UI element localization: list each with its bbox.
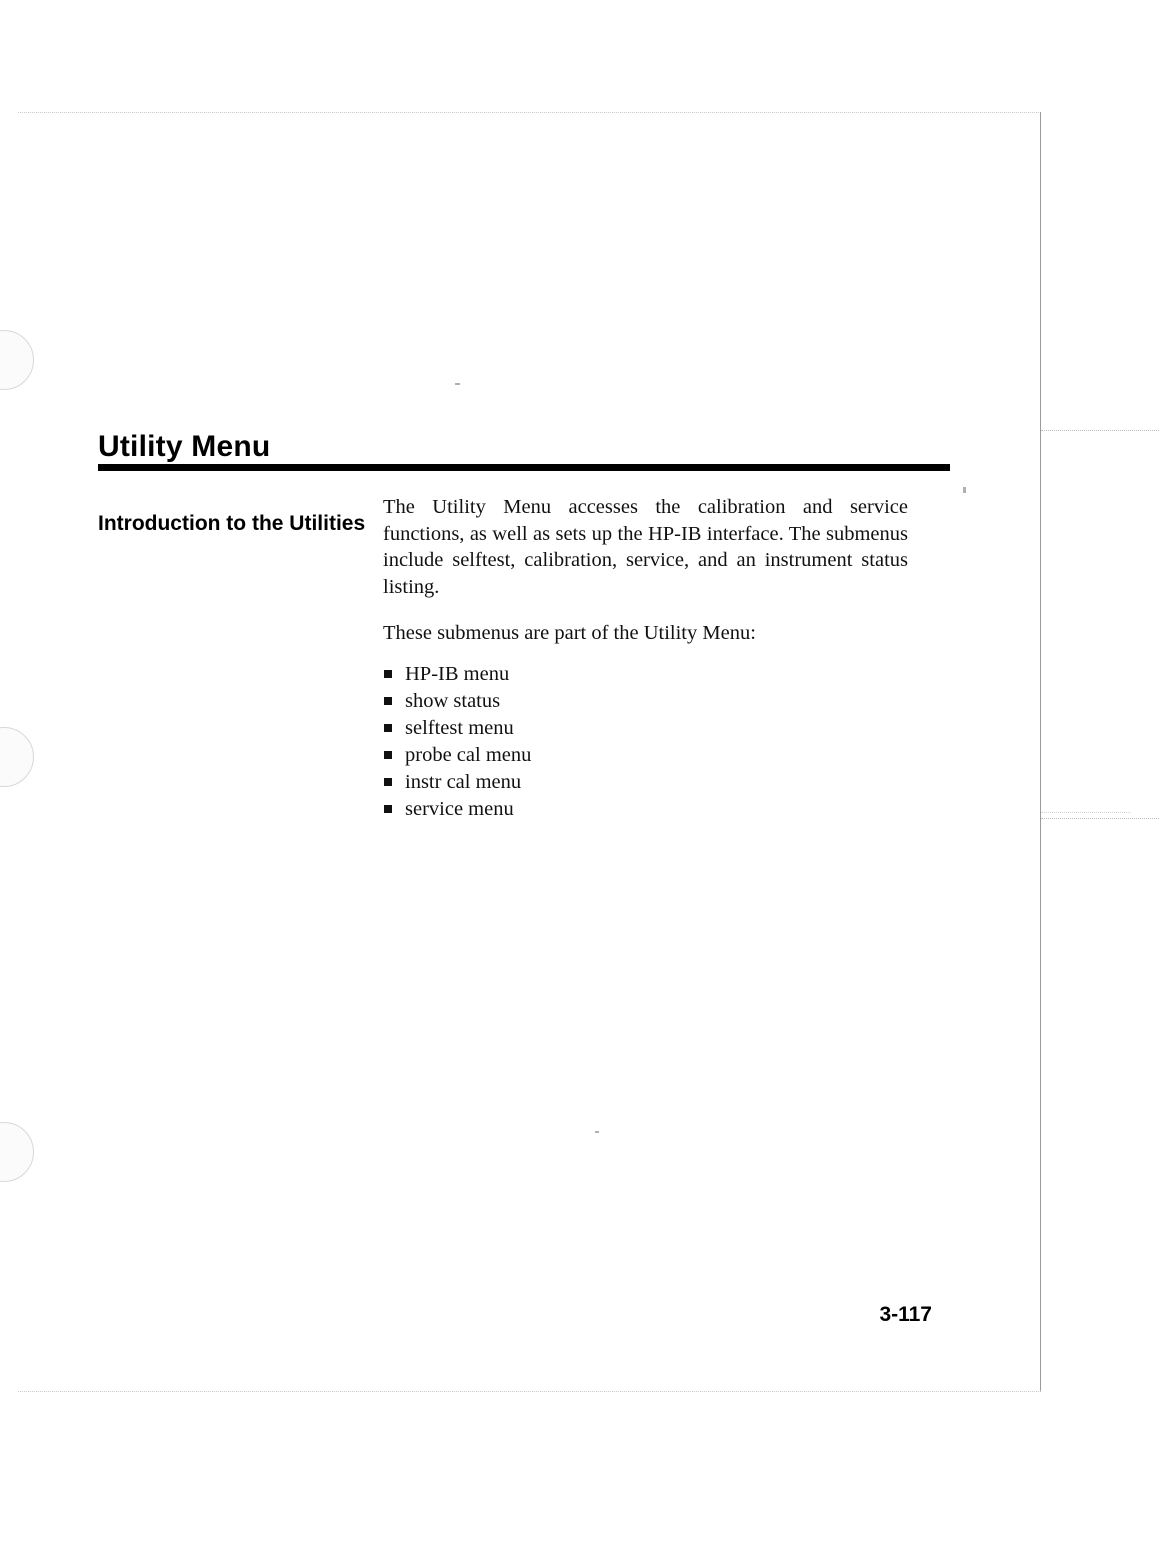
list-item bbox=[383, 661, 908, 688]
list-item bbox=[383, 769, 908, 796]
list-item bbox=[383, 688, 908, 715]
list-item-label: HP-IB menu bbox=[405, 662, 510, 685]
square-bullet-icon bbox=[384, 778, 392, 786]
list-item-label: probe cal menu bbox=[405, 743, 532, 766]
list-item-label: instr cal menu bbox=[405, 770, 522, 793]
square-bullet-icon bbox=[384, 751, 392, 759]
list-item bbox=[383, 742, 908, 769]
page-number: 3-117 bbox=[879, 1303, 932, 1326]
list-item bbox=[383, 796, 908, 823]
list-item bbox=[383, 715, 908, 742]
section-heading: Introduction to the Utilities bbox=[98, 512, 366, 536]
intro-paragraph: The Utility Menu accesses the calibration and service functions, as well as sets up the HP-IB interface. The submenus include selftest, calibration, service, and an instrument status listing. bbox=[383, 496, 908, 598]
page-title: Utility Menu bbox=[98, 430, 271, 464]
square-bullet-icon bbox=[384, 724, 392, 732]
body-column bbox=[383, 494, 908, 823]
square-bullet-icon bbox=[384, 670, 392, 678]
list-item-label: service menu bbox=[405, 797, 514, 820]
square-bullet-icon bbox=[384, 805, 392, 813]
submenu-lead-in-paragraph: These submenus are part of the Utility Menu: bbox=[383, 622, 756, 644]
submenu-list bbox=[383, 661, 908, 823]
list-item-label: show status bbox=[405, 689, 501, 712]
title-divider-rule bbox=[98, 464, 950, 471]
list-item-label: selftest menu bbox=[405, 716, 514, 739]
square-bullet-icon bbox=[384, 697, 392, 705]
